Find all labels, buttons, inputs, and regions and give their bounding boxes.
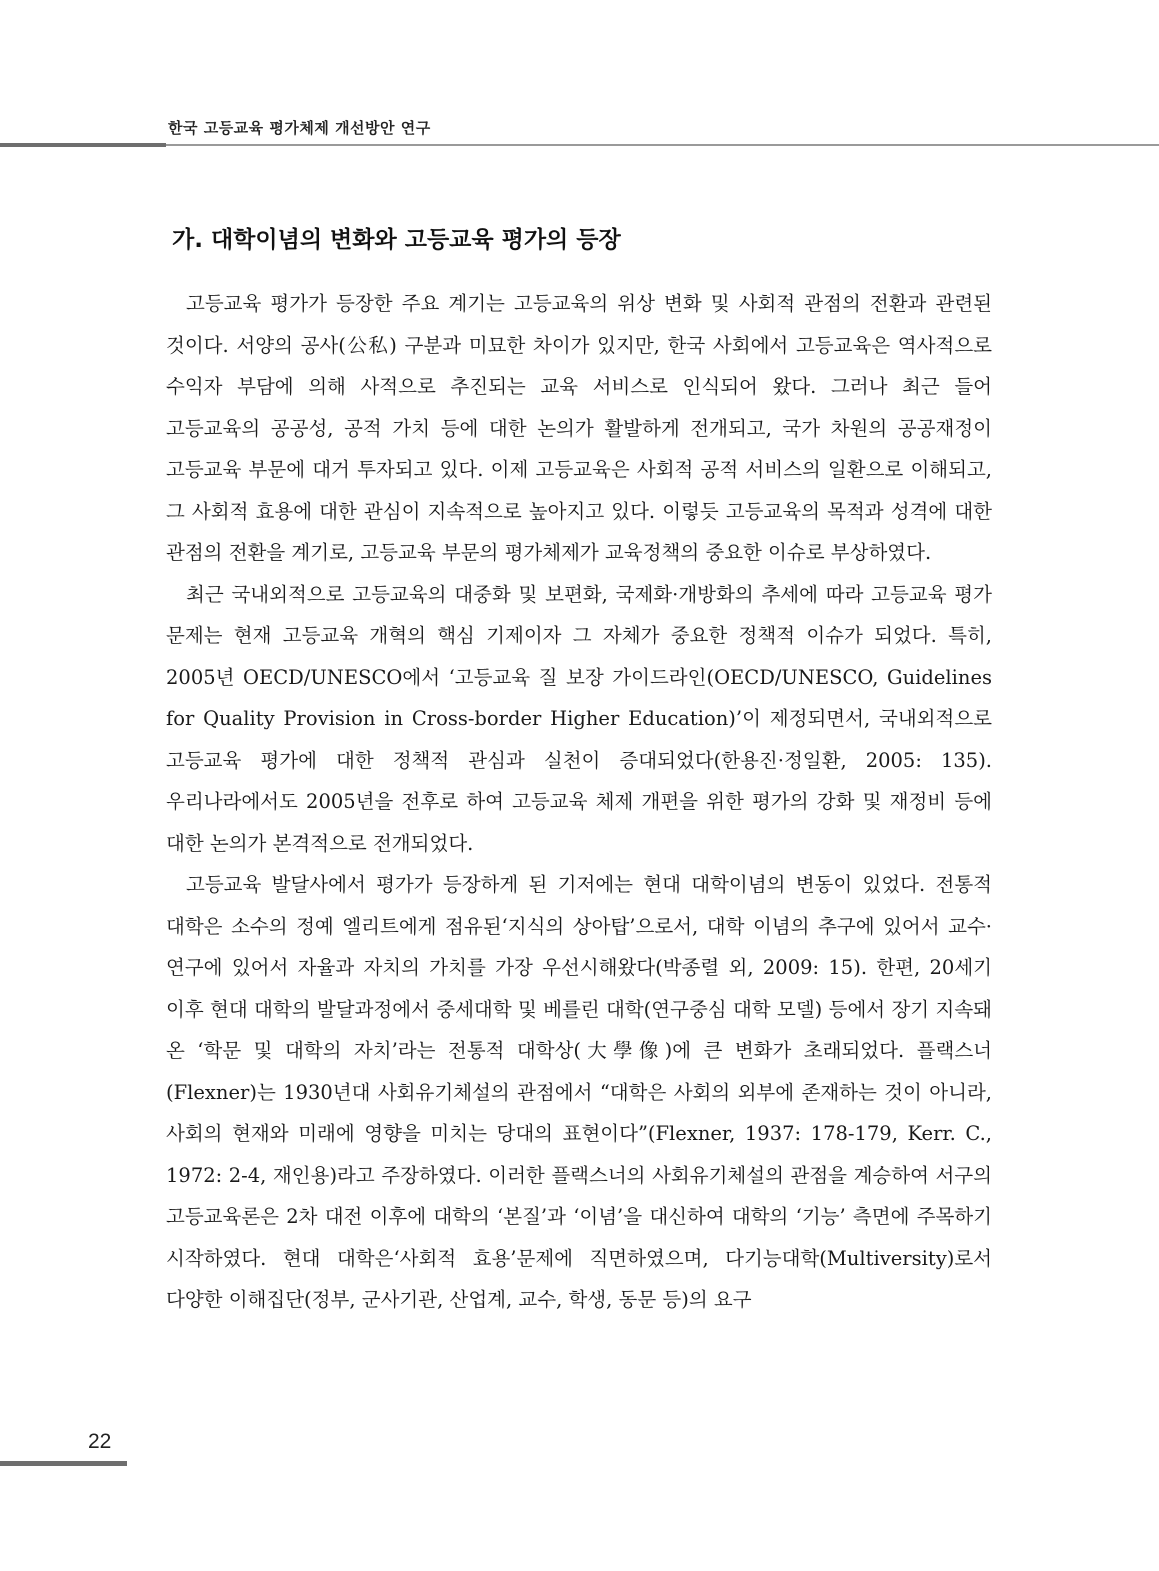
footer-rule xyxy=(0,1461,127,1466)
section-heading: 가. 대학이념의 변화와 고등교육 평가의 등장 xyxy=(172,227,621,253)
header-rule-accent xyxy=(0,143,166,147)
page-number: 22 xyxy=(88,1430,112,1453)
paragraph-1: 고등교육 평가가 등장한 주요 계기는 고등교육의 위상 변화 및 사회적 관점의 전환과 관련된 것이다. 서양의 공사(公私) 구분과 미묘한 차이가 있지만, 한국 사회에서 고등교육은 역사적으로 수익자 부담에 의해 사적으로 추진되는 교육 서비스로 인식되어 왔다. 그러나 최근 들어 고등교육의 공공성, 공적 가치 등에 대한 논의가 활발하게 전개되고, 국가 차원의 공공재정이 고등교육 부문에 대거 투자되고 있다. 이제 고등교육은 사회적 공적 서비스의 일환으로 이해되고, 그 사회적 효용에 대한 관심이 지속적으로 높아지고 있다. 이렇듯 고등교육의 목적과 성격에 대한 관점의 전환을 계기로, 고등교육 부문의 평가체제가 교육정책의 중요한 이슈로 부상하였다. xyxy=(166,292,992,564)
body-text xyxy=(166,283,992,1321)
running-header: 한국 고등교육 평가체제 개선방안 연구 xyxy=(168,119,431,137)
header-rule xyxy=(166,144,1159,146)
paragraph-3: 고등교육 발달사에서 평가가 등장하게 된 기저에는 현대 대학이념의 변동이 있었다. 전통적 대학은 소수의 정예 엘리트에게 점유된‘지식의 상아탑’으로서, 대학 이념의 추구에 있어서 교수· 연구에 있어서 자율과 자치의 가치를 가장 우선시해왔다(박종렬 외, 2009: 15). 한편, 20세기 이후 현대 대학의 발달과정에서 중세대학 및 베를린 대학(연구중심 대학 모델) 등에서 장기 지속돼 온 ‘학문 및 대학의 자치’라는 전통적 대학상(大學像)에 큰 변화가 초래되었다. 플랙스너(Flexner)는 1930년대 사회유기체설의 관점에서 “대학은 사회의 외부에 존재하는 것이 아니라, 사회의 현재와 미래에 영향을 미치는 당대의 표현이다”(Flexner, 1937: 178-179, Kerr. C., 1972: 2-4, 재인용)라고 주장하였다. 이러한 플랙스너의 사회유기체설의 관점을 계승하여 서구의 고등교육론은 2차 대전 이후에 대학의 ‘본질’과 ‘이념’을 대신하여 대학의 ‘기능’ 측면에 주목하기 시작하였다. 현대 대학은‘사회적 효용’문제에 직면하였으며, 다기능대학(Multiversity)로서 다양한 이해집단(정부, 군사기관, 산업계, 교수, 학생, 동문 등)의 요구 xyxy=(166,873,992,1311)
paragraph-2: 최근 국내외적으로 고등교육의 대중화 및 보편화, 국제화·개방화의 추세에 따라 고등교육 평가 문제는 현재 고등교육 개혁의 핵심 기제이자 그 자체가 중요한 정책적 이슈가 되었다. 특히, 2005년 OECD/UNESCO에서 ‘고등교육 질 보장 가이드라인(OECD/UNESCO, Guidelines for Quality Provision in Cross-border Higher Education)’이 제정되면서, 국내외적으로 고등교육 평가에 대한 정책적 관심과 실천이 증대되었다(한용진·정일환, 2005: 135). 우리나라에서도 2005년을 전후로 하여 고등교육 체제 개편을 위한 평가의 강화 및 재정비 등에 대한 논의가 본격적으로 전개되었다. xyxy=(166,582,992,855)
